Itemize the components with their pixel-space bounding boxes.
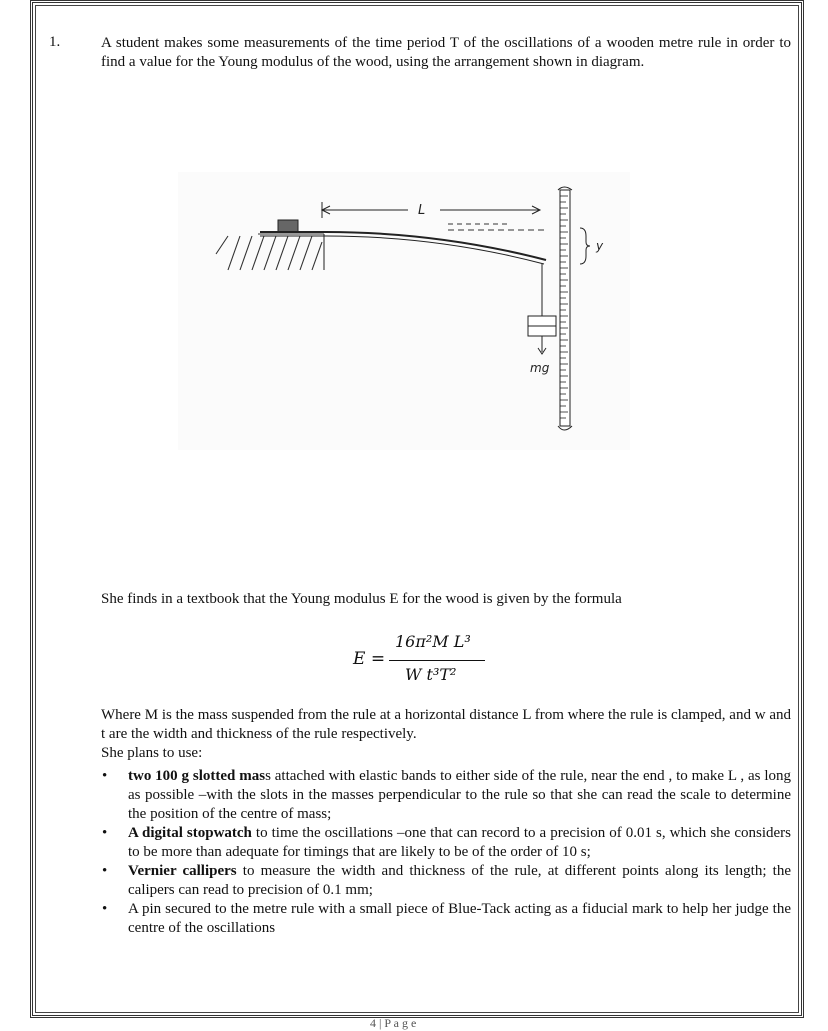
label-L: L	[418, 203, 426, 218]
clamp-block	[278, 220, 298, 232]
fraction-bar	[389, 660, 485, 661]
page-footer: 4 | P a g e	[370, 1016, 417, 1030]
list-item	[101, 900, 791, 938]
formula-numerator: 16π²M L³	[395, 632, 471, 651]
question-number: 1.	[49, 34, 61, 50]
list-item	[101, 862, 791, 900]
item-text: A pin secured to the metre rule with a small piece of Blue-Tack acting as a fiducial mark to help her judge the centre of the oscillations	[128, 901, 791, 936]
vertical-scale	[558, 187, 572, 430]
list-item	[101, 824, 791, 862]
question-intro: A student makes some measurements of the time period T of the oscillations of a wooden metre rule in order to find a value for the Young modulus of the wood, using the arrangement shown in diagram.	[101, 35, 791, 70]
formula-explanation: Where M is the mass suspended from the rule at a horizontal distance L from where the rule is clamped, and w and t are the width and thickness of the rule respectively.	[101, 707, 791, 742]
label-y: y	[596, 239, 604, 253]
bullet-icon: •	[102, 825, 108, 841]
bullet-icon: •	[102, 768, 108, 784]
item-text: s attached with elastic bands to either side of the rule, near the end , to make L , as long as possible –with the slots in the masses perpendicular to the rule so that she can read the scale to determine the position of the centre of mass;	[128, 768, 792, 822]
label-mg: mg	[530, 361, 550, 375]
apparatus-diagram	[178, 172, 630, 450]
bullet-icon: •	[102, 863, 108, 879]
item-text: to time the oscillations –one that can record to a precision of 0.01 s, which she considers to be more than adequate for timings that are likely to be of the order of 10 s;	[128, 825, 791, 860]
formula-lhs: E =	[353, 649, 386, 669]
item-text: to measure the width and thickness of the rule, at different points along its length; the calipers can read to precision of 0.1 mm;	[128, 863, 791, 898]
equipment-list	[101, 767, 791, 938]
item-bold: Vernier callipers	[128, 863, 237, 879]
plans-heading: She plans to use:	[101, 745, 203, 761]
item-bold: A digital stopwatch	[128, 825, 252, 841]
list-item	[101, 767, 791, 824]
item-bold: two 100 g slotted mas	[128, 768, 266, 784]
formula-denominator: W t³T²	[405, 665, 457, 684]
young-modulus-formula	[353, 632, 513, 688]
formula-intro: She finds in a textbook that the Young modulus E for the wood is given by the formula	[101, 591, 622, 607]
bullet-icon: •	[102, 901, 108, 917]
